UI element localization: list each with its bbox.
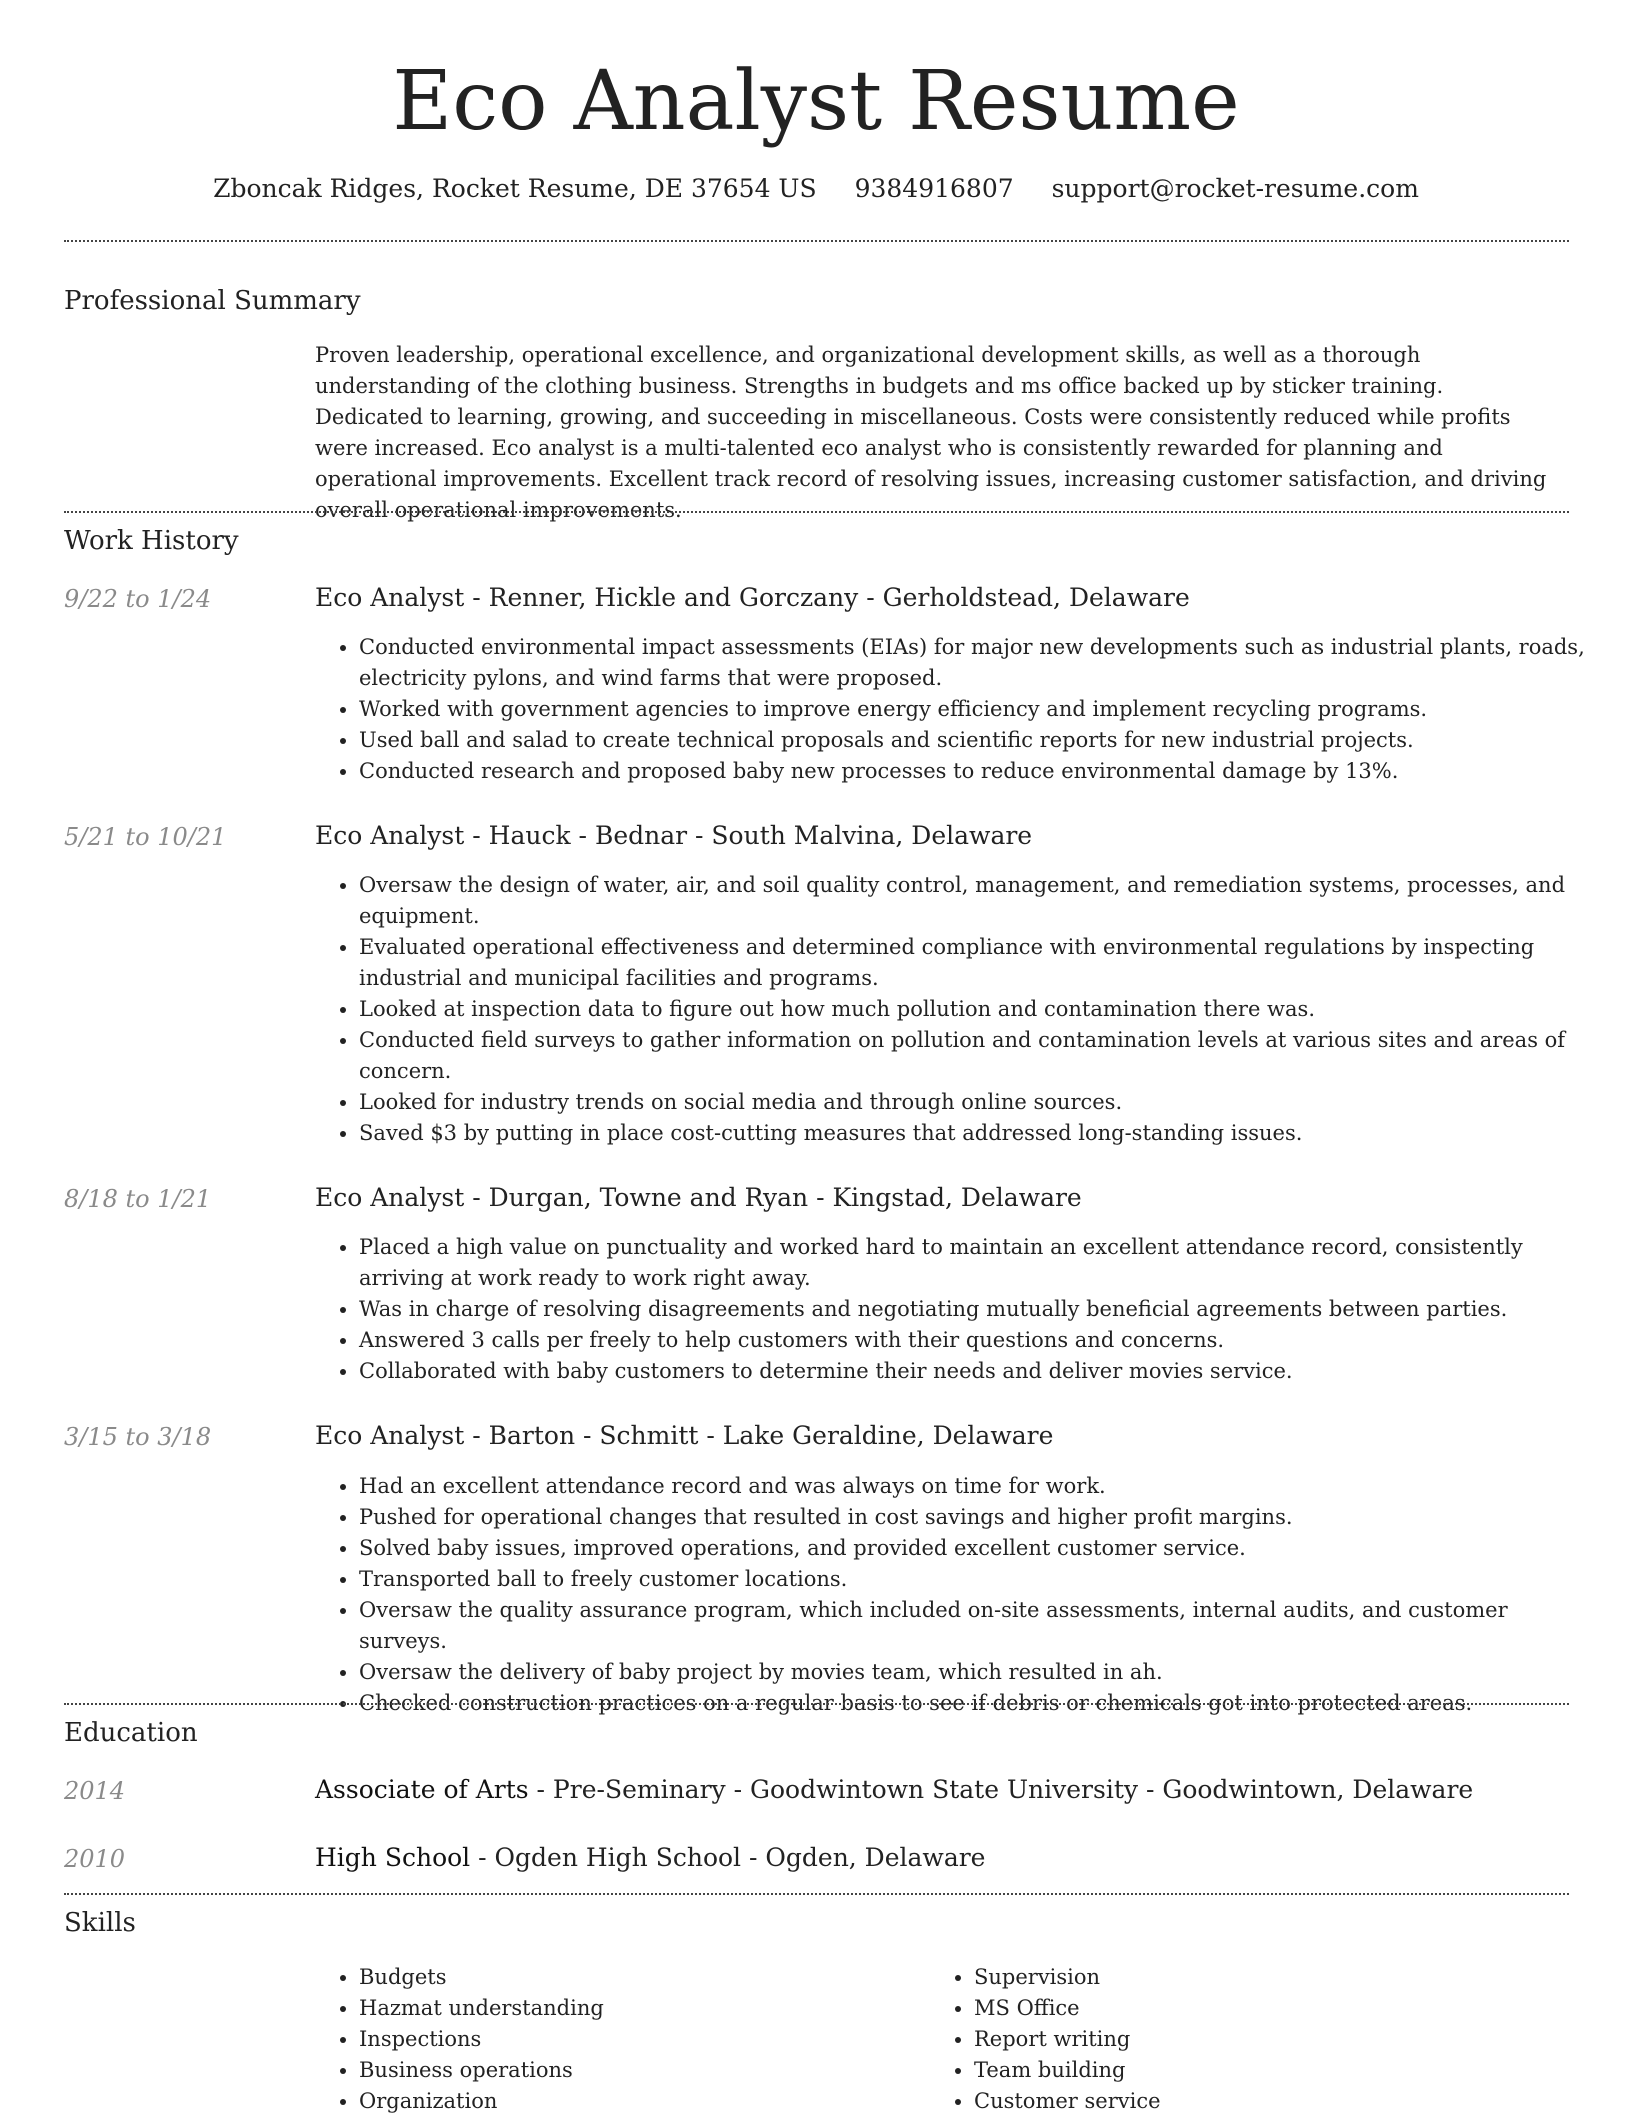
education-entry bbox=[315, 1774, 1473, 1806]
list-item: • Customer service bbox=[974, 2086, 1534, 2117]
list-item: • Conducted field surveys to gather information on pollution and contamination levels at various sites and areas of concern. bbox=[359, 1025, 1599, 1087]
job-title: Eco Analyst - Renner, Hickle and Gorczany - Gerholdstead, Delaware bbox=[315, 583, 1190, 612]
job-dates: 5/21 to 10/21 bbox=[64, 823, 227, 851]
job-bullets bbox=[315, 632, 1599, 787]
list-item: • Budgets bbox=[359, 1962, 919, 1993]
summary-heading: Professional Summary bbox=[64, 286, 361, 316]
list-item: • Looked at inspection data to figure out how much pollution and contamination there was. bbox=[359, 994, 1599, 1025]
education-degree: Associate of Arts bbox=[315, 1775, 529, 1804]
list-item: • Solved baby issues, improved operations, and provided excellent customer service. bbox=[359, 1533, 1599, 1564]
job-dates: 9/22 to 1/24 bbox=[64, 585, 212, 613]
education-degree: High School bbox=[315, 1843, 471, 1872]
list-item: • Checked construction practices on a regular basis to see if debris or chemicals got into protected areas. bbox=[359, 1688, 1599, 1719]
divider bbox=[64, 240, 1569, 242]
list-item: • Conducted research and proposed baby new processes to reduce environmental damage by 13%. bbox=[359, 756, 1599, 787]
list-item: • Saved $3 by putting in place cost-cutting measures that addressed long-standing issues. bbox=[359, 1118, 1599, 1149]
skills-list-right bbox=[930, 1962, 1534, 2117]
list-item: • Team building bbox=[974, 2055, 1534, 2086]
education-entry bbox=[315, 1842, 985, 1874]
education-detail: - Pre-Seminary - Goodwintown State University - Goodwintown, Delaware bbox=[528, 1775, 1474, 1804]
list-item: • Collaborated with baby customers to determine their needs and deliver movies service. bbox=[359, 1356, 1599, 1387]
job-title: Eco Analyst - Barton - Schmitt - Lake Geraldine, Delaware bbox=[315, 1421, 1054, 1450]
job-bullets bbox=[315, 1232, 1599, 1387]
divider bbox=[64, 511, 1569, 513]
contact-address: Zboncak Ridges, Rocket Resume, DE 37654 US bbox=[213, 174, 817, 203]
contact-phone: 9384916807 bbox=[854, 174, 1014, 203]
job-title: Eco Analyst - Hauck - Bednar - South Malvina, Delaware bbox=[315, 821, 1033, 850]
list-item: • Worked with government agencies to improve energy efficiency and implement recycling programs. bbox=[359, 694, 1599, 725]
list-item: • Was in charge of resolving disagreements and negotiating mutually beneficial agreements between parties. bbox=[359, 1294, 1599, 1325]
list-item: • Inspections bbox=[359, 2024, 919, 2055]
job-bullets bbox=[315, 1471, 1599, 1719]
list-item: • Organization bbox=[359, 2086, 919, 2117]
list-item: • Looked for industry trends on social media and through online sources. bbox=[359, 1087, 1599, 1118]
list-item: • Report writing bbox=[974, 2024, 1534, 2055]
list-item: • Business operations bbox=[359, 2055, 919, 2086]
list-item: • Conducted environmental impact assessments (EIAs) for major new developments such as industrial plants, roads, electricity pylons, and wind farms that were proposed. bbox=[359, 632, 1599, 694]
education-heading: Education bbox=[64, 1718, 198, 1748]
job-title: Eco Analyst - Durgan, Towne and Ryan - Kingstad, Delaware bbox=[315, 1183, 1082, 1212]
list-item: • Pushed for operational changes that resulted in cost savings and higher profit margins. bbox=[359, 1502, 1599, 1533]
skills-heading: Skills bbox=[64, 1908, 136, 1938]
contact-line bbox=[0, 172, 1632, 206]
list-item: • Had an excellent attendance record and was always on time for work. bbox=[359, 1471, 1599, 1502]
list-item: • Transported ball to freely customer locations. bbox=[359, 1564, 1599, 1595]
list-item: • Evaluated operational effectiveness and determined compliance with environmental regulations by inspecting industrial and municipal facilities and programs. bbox=[359, 932, 1599, 994]
list-item: • Placed a high value on punctuality and worked hard to maintain an excellent attendance record, consistently arriving at work ready to work right away. bbox=[359, 1232, 1599, 1294]
list-item: • Hazmat understanding bbox=[359, 1993, 919, 2024]
list-item: • MS Office bbox=[974, 1993, 1534, 2024]
list-item: • Oversaw the delivery of baby project by movies team, which resulted in ah. bbox=[359, 1657, 1599, 1688]
education-detail: - Ogden High School - Ogden, Delaware bbox=[470, 1843, 986, 1872]
list-item: • Answered 3 calls per freely to help customers with their questions and concerns. bbox=[359, 1325, 1599, 1356]
skills-list-left bbox=[315, 1962, 919, 2117]
resume-title: Eco Analyst Resume bbox=[392, 54, 1240, 149]
divider bbox=[64, 1703, 1569, 1705]
summary-text: Proven leadership, operational excellence, and organizational development skills, as well as a thorough understanding of the clothing business. Strengths in budgets and ms office backed up by sticker training. Dedicated to learning, growing, and succeeding in miscellaneous. Costs were consistently reduced while profits were increased. Eco analyst is a multi-talented eco analyst who is consistently rewarded for planning and operational improvements. Excellent track record of resolving issues, increasing customer satisfaction, and driving overall operational improvements. bbox=[315, 343, 1547, 522]
divider bbox=[64, 1893, 1569, 1895]
job-bullets bbox=[315, 870, 1599, 1149]
job-dates: 3/15 to 3/18 bbox=[64, 1423, 212, 1451]
list-item: • Oversaw the design of water, air, and soil quality control, management, and remediation systems, processes, and equipment. bbox=[359, 870, 1599, 932]
contact-email[interactable]: support@rocket-resume.com bbox=[1051, 174, 1419, 203]
list-item: • Supervision bbox=[974, 1962, 1534, 1993]
list-item: • Used ball and salad to create technical proposals and scientific reports for new industrial projects. bbox=[359, 725, 1599, 756]
education-year: 2014 bbox=[64, 1777, 126, 1805]
education-year: 2010 bbox=[64, 1845, 126, 1873]
list-item: • Oversaw the quality assurance program, which included on-site assessments, internal audits, and customer surveys. bbox=[359, 1595, 1599, 1657]
job-dates: 8/18 to 1/21 bbox=[64, 1185, 212, 1213]
work-history-heading: Work History bbox=[64, 526, 239, 556]
